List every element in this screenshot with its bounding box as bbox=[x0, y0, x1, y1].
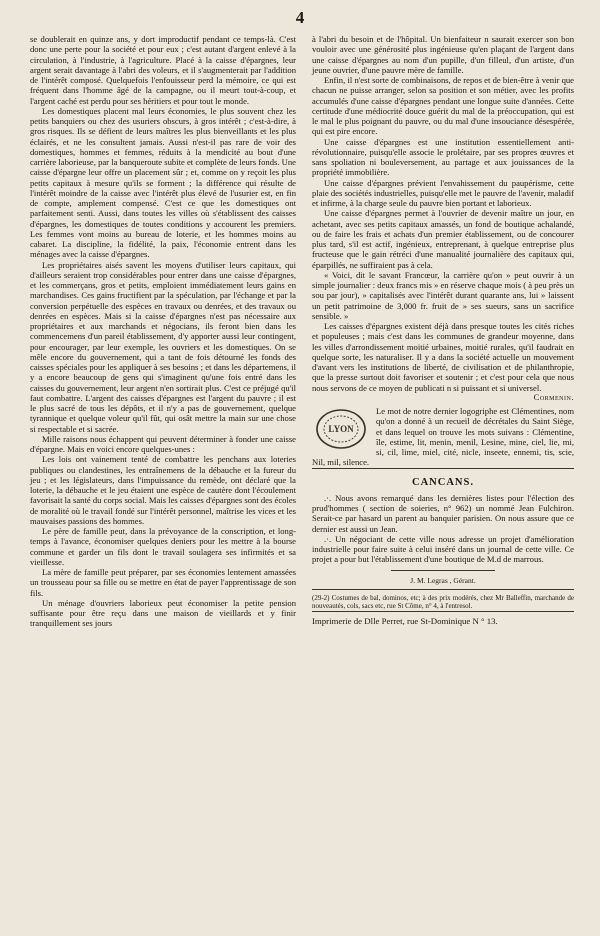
paragraph: .·. Un négociant de cette ville nous adresse un projet d'amélioration industrielle pour faire suite à celui inséré dans un journal de cette ville. Ce projet a pour but l'établissement d'une boutique de M.d de marrous. bbox=[312, 533, 574, 565]
paragraph: se doublerait en quinze ans, y dort improductif pendant ce temps-là. C'est donc une perte pour la société et pour eux ; c'est autant d'argent enlevé à la circulation, à l'industrie, à l'agriculture. Placé à la caisse d'épargnes, leur argent serait davantage à l'abri des voleurs, et il s'augmenterait par l'addition de l'intérêt composé. Quelquefois l'enfouisseur perd la mémoire, ce qui est fréquent dans l'homme âgé de la campagne, ou il meurt tout-à-coup, et l'argent caché est perdu pour ses héritiers et pour tout le monde. bbox=[30, 34, 296, 106]
logogriph-notice bbox=[312, 406, 574, 468]
advertisement: (29-2) Costumes de bal, dominos, etc; à des prix modérés, chez Mr Balleffin, marchande de nouveautés, cols, sacs etc, rue St Côme, n° 4, à l'entresol. bbox=[312, 593, 574, 611]
page-number: 4 bbox=[295, 8, 305, 27]
paragraph: Les lois ont vainement tenté de combattre les penchans aux loteries publiques ou clandestines, les entraînemens de la débauche et la fureur du jeu ; et les législateurs, dans l'impuissance du remède, ont déclaré que la loterie, la débauche et le jeu étaient une espèce de cautère dont l'écoulement favorisait la santé du corps social. Mais les caisses d'épargnes sont des écoles de moralité où le travail fondé sur l'intérêt personnel, maîtrise les vices et les mauvaises passions des hommes. bbox=[30, 454, 296, 526]
paragraph: Une caisse d'épargnes est une institution essentiellement anti-révolutionnaire, puisqu'elle associe le prolétaire, par ses propres œuvres et sans spoliation ni bouleversement, au partage et aux jouissances de la propriété immobilière. bbox=[312, 136, 574, 178]
paragraph: Enfin, il n'est sorte de combinaisons, de repos et de bien-être à venir que chacun ne puisse arranger, selon sa position et son métier, avec les profits accumulés d'une caisse d'épargnes pendant une longue suite d'années. Cette certitude d'une médiocrité douce guérit du mal de la préoccupation, qui est le mal le plus poignant du pauvre, ou du mal d'une insouciance désespérée, qui est pire encore. bbox=[312, 75, 574, 137]
paragraph: Un ménage d'ouvriers laborieux peut économiser la petite pension suffisante pour être reçu dans une maison de vieillards et y finir tranquillement ses jours bbox=[30, 597, 296, 629]
paragraph: Une caisse d'épargnes permet à l'ouvrier de devenir maître un jour, en achetant, avec ses petits capitaux amassés, un fond de boutique achalandé, ou de faire les frais et achats d'un premier établissement, ou de concourer plus tard, s'il est actif, ingénieux, entreprenant, à quelque entreprise plus fructeuse que le gain rétréci d'une manualité journalière des capitaux qui, éparpillés, ne suffiraient pas à cela. bbox=[312, 208, 574, 270]
stamp-text: LYON bbox=[328, 424, 354, 434]
paragraph: La mère de famille peut préparer, par ses économies lentement amassées un trousseau pour sa fille ou se mettre en état de payer l'apprentissage de son fils. bbox=[30, 567, 296, 598]
editor-credit: J. M. Legras , Gérant. bbox=[410, 575, 476, 585]
section-title: CANCANS. bbox=[412, 476, 474, 488]
paragraph: Les caisses d'épargnes existent déjà dans presque toutes les cités riches et populeuses ; mais c'est dans les communes de grandeur moyenne, dans les villes d'arrondissement moitié urbaines, moitié rurales, qu'il faudrait en quelque sorte, les naturaliser. Il y a dans la société actuelle un mouvement d'avant vers les institutions de liberté, de civilisation et de philanthropie, que la presse surtout doit favoriser et soutenir ; et c'est pour cela que nous nous servons de ce moyen de publicati n si puissant et si universel. bbox=[312, 321, 574, 393]
paragraph: Le mot de notre dernier logogriphe est Clémentines, nom qu'on a donné à un recueil de décrétales du Saint Siège, et dans lequel on trouve les mots suivans : Clémentine, île, estime, lit, menin, menil, Lesine, mine, ciel, lie, mi, si, cil, lime, miel, cité, nicle, inseete, ennemi, tis, scie, Nil, mil, silence. bbox=[312, 406, 574, 468]
divider bbox=[391, 570, 496, 571]
paragraph: .·. Nous avons remarqué dans les dernières listes pour l'élection des prud'hommes ( section de soieries, n° 962) un nommé Jean Fulchiron. Serait-ce par hasard un parent au banquier parisien. On nous assure que ce dernier est aussi un Jean. bbox=[312, 492, 574, 534]
paragraph: Une caisse d'épargnes prévient l'envahissement du paupérisme, cette plaie des sociétés industrielles, puisqu'elle met le pauvre de l'avenir, maladif et infirme, à la charge seule du pauvre bien portant et laborieux. bbox=[312, 177, 574, 208]
author-signature: Cormenin. bbox=[533, 391, 574, 402]
ink-stamp-icon bbox=[312, 406, 370, 452]
divider bbox=[312, 589, 574, 590]
printer-imprint: Imprimerie de Dlle Perret, rue St-Dominique N ° 13. bbox=[312, 615, 498, 626]
paragraph: à l'abri du besoin et de l'hôpital. Un bienfaiteur n saurait exercer son bon vouloir avec une générosité plus ingénieuse qu'en plaçant de l'argent dans une caisse d'épargnes au nom d'un pupille, d'un filleul, d'un artiste, d'un jeune ouvrier, d'une pauvre mère de famille. bbox=[312, 34, 574, 75]
paragraph: Les domestiques placent mal leurs économies, le plus souvent chez les petits banquiers ou chez des usuriers obscurs, à gros intérêt ; c'est-à-dire, à gros risques. Ils se défient de leurs maîtres les plus bienveillants et les plus éclairés, et ne les consultent jamais. Aussi n'est-il pas rare de voir des domestiques, hommes et femmes, réduits à la mendicité au bout d'une carrière laborieuse, par la banqueroute subite et complète de leurs fonds. Une caisse d'épargne leur offre un placement sûr ; et, comme on y reçoit les plus petits capitaux à mesure qu'ils se forment ; la différence qui résulte de l'intérêt moindre de la caisse avec l'intérêt plus élevé de l'usurier est, en fin de compte, amplement compensé. C'est ce que les domestiques ont parfaitement senti. Aussi, dans toutes les villes où s'établissent des caisses d'épargnes, les domestiques de toutes conditions y accourent les premiers. Les femmes vont moins au bureau de loterie, et les hommes moins au cabaret. La discipline, la fidélité, la paix, l'économie entrent dans les ménages avec la caisse d'épargnes. bbox=[30, 105, 296, 260]
section-divider bbox=[312, 468, 574, 469]
paragraph: Mille raisons nous échappent qui peuvent déterminer à fonder une caisse d'épargne. Mais en voici encore quelques-unes : bbox=[30, 433, 296, 454]
left-column bbox=[30, 34, 296, 629]
right-column bbox=[312, 34, 574, 626]
paragraph: Les propriétaires aisés savent les moyens d'utiliser leurs capitaux, qui d'ailleurs seraient trop considérables pour entrer dans une caisse d'épargnes, et les commerçans, gros et petits, emploient immédiatement leurs gains en marchandises. Ces gains fructifient par la spéculation, par l'échange et par la conversion perpétuelle des espèces en travaux ou denrées, et des travaux ou denrées en espèces. Mais si la caisse d'épargnes n'est pas nécessaire aux propriétaires et aux marchands et négocians, ils feront bien dans les commencemens d'un pareil établissement, d'y apporter aussi leur contingent, pour encourager, par leur exemple, les ouvriers et les domestiques. On se mêle encore du gouvernement, qui a tant de fois détourné les fonds des caisses spéciales pour les appliquer à ses besoins ; et dans les départemens, il y a encore beaucoup de gens qui s'imaginent qu'une fois entré dans les caisses du gouvernement, leur argent n'en sortirait plus. C'est ce préjugé qu'il faut combattre. L'argent des caisses d'épargnes est l'argent du pauvre ; il est le plus sacré de tous les dépôts, et il n'y a pas de gouvernement, quelque tyrannique et quelque voleur qu'il fût, qui osât mettre la main sur une chose si respectable et si sacrée. bbox=[30, 259, 296, 434]
quotation: « Voici, dit le savant Francœur, la carrière qu'on » peut ouvrir à un simple journalier : deux francs mis » en réserve chaque mois ( à peu près un sou par jour), » capitalisés avec l'intérêt durant quarante ans, lui » laissent un petit patrimoine de 3,000 fr. fruit de » ses sueurs, sans un sacrifice sensible. » bbox=[312, 269, 574, 321]
paragraph: Le père de famille peut, dans la prévoyance de la conscription, et long-temps à l'avance, économiser quelques deniers pour les mettre à la bourse commune et garder un fils dont le travail soulagera ses infirmités et sa vieillesse. bbox=[30, 526, 296, 567]
divider bbox=[312, 611, 574, 612]
